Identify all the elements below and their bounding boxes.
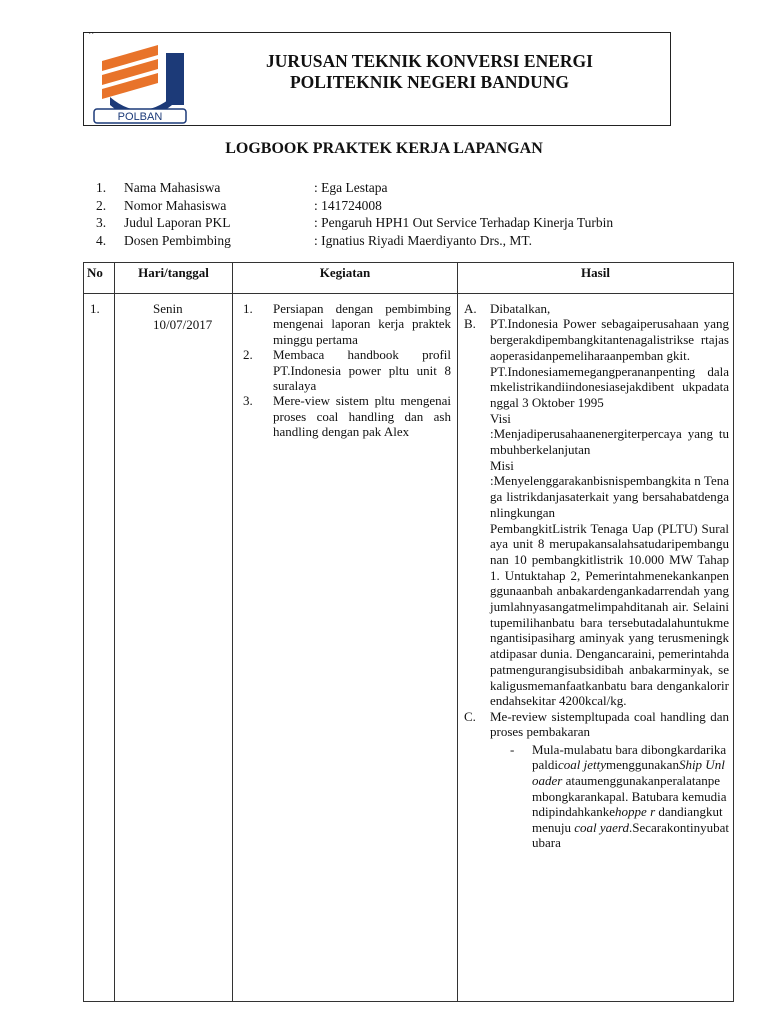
- info-label: Dosen Pembimbing: [124, 232, 231, 248]
- department-line: JURUSAN TEKNIK KONVERSI ENERGI: [266, 51, 593, 71]
- info-row: [96, 215, 696, 233]
- info-value: : Pengaruh HPH1 Out Service Terhadap Kinerja Turbin: [314, 215, 614, 230]
- info-number: 2.: [96, 197, 107, 213]
- day-name: Senin: [153, 301, 183, 316]
- misi-label: Misi: [490, 457, 514, 473]
- row-day: [115, 294, 233, 1002]
- logo-text: POLBAN: [117, 111, 163, 123]
- polytechnic-line: POLITEKNIK NEGERI BANDUNG: [289, 72, 570, 92]
- info-row: [96, 233, 696, 251]
- company-history: PT.Indonesiamemegangperananpenting dalamkelistrikandiindonesiasejakdibent ukpadatanggal 3 Oktober 1995: [490, 363, 729, 410]
- header-day: Hari/tanggal: [115, 263, 233, 294]
- info-label: Nama Mahasiswa: [124, 180, 221, 195]
- info-label: Nomor Mahasiswa: [124, 197, 227, 213]
- list-item: 3. Mere-view sistem pltu mengenai proses coal handling dan ash handling dengan pak Alex: [243, 393, 451, 440]
- coal-handling-subitem: - Mula-mulabatu bara dibongkardarikapaldicoal jettymenggunakanShip Unloader ataumenggunakanperalatanpe mbongkarankapal. Batubara kemudiandipindahkankehoppe r dandiangkutmenuju coal yaerd.Secarakontinyubatubara: [510, 741, 729, 851]
- list-item: C. Me-review sistempltupada coal handling dan proses pembakaran: [464, 708, 729, 740]
- header-box: [83, 32, 671, 126]
- header-result: Hasil: [458, 263, 734, 294]
- visi-text: :Menjadiperusahaanenergiterpercaya yang tumbuhberkelanjutan: [490, 426, 729, 458]
- activity-list: [243, 301, 451, 440]
- info-row: [96, 198, 696, 216]
- info-value: : 141724008: [314, 197, 382, 213]
- info-number: 4.: [96, 232, 107, 248]
- activity-cell: [233, 294, 458, 1002]
- result-list: [464, 301, 729, 740]
- coal-handling-text: Mula-mulabatu bara dibongkardarikapaldicoal jettymenggunakanShip Unloader ataumenggunakanperalatanpe mbongkarankapal. Batubara kemudiandipindahkankehoppe r dandiangkutmenuju coal yaerd.Secarakontinyubatubara: [532, 741, 729, 851]
- visi-label: Visi: [490, 410, 511, 426]
- logbook-table: [83, 262, 734, 1002]
- day-date: 10/07/2017: [153, 317, 213, 332]
- list-item: A. Dibatalkan,: [464, 301, 551, 316]
- table-row: [84, 294, 734, 1002]
- info-value: : Ignatius Riyadi Maerdiyanto Drs., MT.: [314, 232, 532, 248]
- list-item: 1. Persiapan dengan pembimbing mengenai laporan kerja praktek minggu pertama: [243, 301, 451, 347]
- pltu-text: PembangkitListrik Tenaga Uap (PLTU) Suralaya unit 8 merupakansalahsatudaripembangunan 10 pembangkitlistrik 10.000 MW Tahap 1. Untuktahap 2, Pemerintahmenekankanpenggunaanbah anbakardengankadarrendah yang jumlahnyasangatmelimpahditanah air. Selainitupemilihanbatu bara tersebutadalahuntukmengantisipasiharg aminyak yang terusmeningkatdipasar dunia. Dengancaraini, pemerintahdapatmengurangisubsidibah anbakarminyak, sekaligusmemanfaatkanbatu bara dengankalorirendahsekitar 4200kcal/kg.: [490, 520, 729, 709]
- header-activity: Kegiatan: [233, 263, 458, 294]
- polban-logo-icon: [90, 39, 190, 125]
- institution-name: [199, 51, 660, 93]
- info-label: Judul Laporan PKL: [124, 215, 231, 230]
- company-intro: PT.Indonesia Power sebagaiperusahaan yang bergerakdipembangkitantenagalistrikse rtajasaoperasidanpemeliharaanpemban gkit.: [490, 316, 729, 363]
- row-number: 1.: [84, 294, 115, 1002]
- table-header-row: [84, 263, 734, 294]
- misi-text: :Menyelenggarakanbisnispembangkita n Tenaga listrikdanjasaterkait yang bersahabatdenganlingkungan: [490, 473, 729, 520]
- corner-mark: ``: [88, 31, 94, 41]
- info-number: 1.: [96, 180, 107, 195]
- list-item: 2. Membaca handbook profil PT.Indonesia power pltu unit 8 suralaya: [243, 347, 451, 394]
- list-item: B. PT.Indonesia Power sebagaiperusahaan yang bergerakdipembangkitantenagalistrikse rtajasaoperasidanpemeliharaanpemban gkit. PT.Indonesiamemegangperananpenting dalamkelistrikandiindonesiasejakdibent ukpadatanggal 3 Oktober 1995 Visi :Menjadiperusahaanenergiterpercaya yang tumbuhberkelanjutan Misi :Menyelenggarakanbisnispembangkita n Tenaga listrikdanjasaterkait yang bersahabatdenganlingkungan PembangkitListrik Tenaga Uap (PLTU) Suralaya unit 8 merupakansalahsatudaripembangunan 10 pembangkitlistrik 10.000 MW Tahap 1. Untuktahap 2, Pemerintahmenekankanpenggunaanbah anbakardengankadarrendah yang jumlahnyasangatmelimpahditanah air. Selainitupemilihanbatu bara tersebutadalahuntukmengantisipasiharg aminyak yang terusmeningkatdipasar dunia. Dengancaraini, pemerintahdapatmengurangisubsidibah anbakarminyak, sekaligusmemanfaatkanbatu bara dengankalorirendahsekitar 4200kcal/kg.: [464, 316, 729, 709]
- header-no: No: [84, 263, 115, 294]
- result-cell: [458, 294, 734, 1002]
- info-row: [96, 180, 696, 198]
- document-title: LOGBOOK PRAKTEK KERJA LAPANGAN: [225, 140, 543, 157]
- info-number: 3.: [96, 215, 107, 230]
- info-value: : Ega Lestapa: [314, 180, 388, 195]
- student-info: [96, 180, 696, 250]
